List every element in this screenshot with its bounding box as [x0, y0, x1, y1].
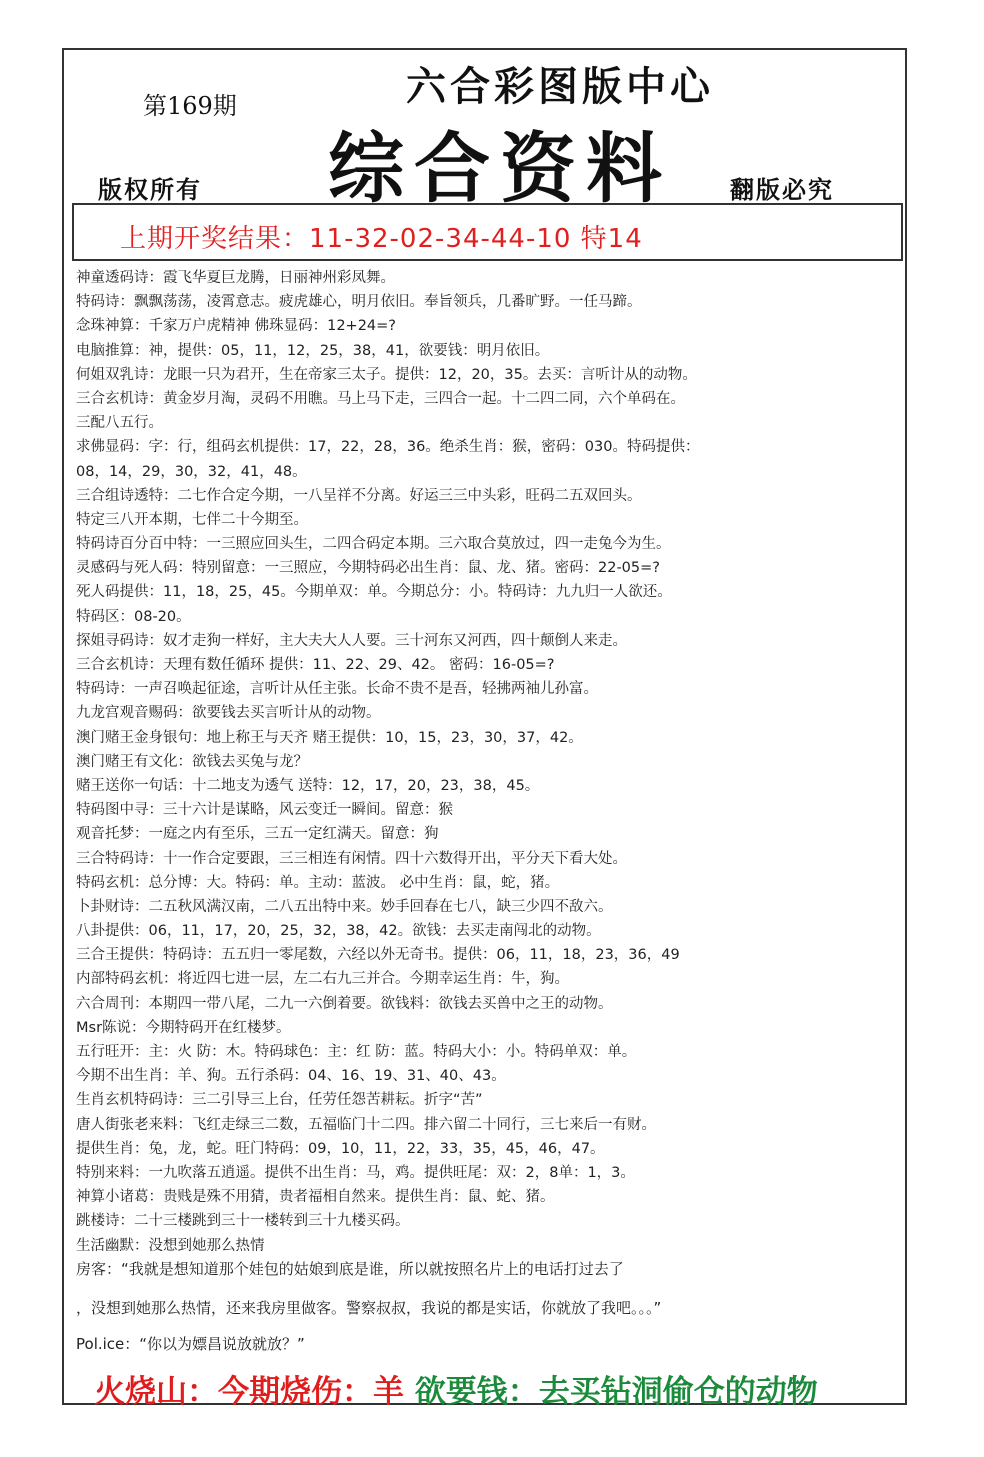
content-lines [76, 266, 904, 1258]
content-line: 神童透码诗：霞飞华夏巨龙腾，日丽神州彩凤舞。 [76, 270, 395, 286]
content-line: 特码玄机：总分博：大。特码：单。主动：蓝波。 必中生肖：鼠，蛇，猪。 [76, 874, 560, 891]
content-line: 探姐寻码诗：奴才走狗一样好，主大夫大人人要。三十河东又河西，四十颠倒人来走。 [76, 632, 627, 649]
issue-number: 第169期 [143, 92, 237, 120]
content-line: 观音托梦：一庭之内有至乐，三五一定红满天。留意：狗 [76, 826, 439, 843]
content-line: 三合特码诗：十一作合定要跟，三三相连有闲情。四十六数得开出，平分天下看大处。 [76, 850, 627, 867]
content-line: 卜卦财诗：二五秋风满汉南，二八五出特中来。妙手回春在七八，缺三少四不敌六。 [76, 898, 613, 915]
content-line: 三合组诗透特：二七作合定今期，一八呈祥不分离。好运三三中头彩，旺码二五双回头。 [76, 487, 642, 504]
content-line: 三合玄机诗：黄金岁月淘，灵码不用瞧。马上马下走，三四合一起。十二四二同，六个单码在。 [76, 390, 685, 407]
content-line: 特码诗：一声召唤起征途，言听计从任主张。长命不贵不是吾，轻拂两袖儿孙富。 [76, 681, 598, 698]
footer-red-text: 火烧山：今期烧伤：羊 [94, 1374, 404, 1410]
content-line: 内部特码玄机：将近四七进一层，左二右九三并合。今期幸运生肖：牛，狗。 [76, 971, 569, 988]
content-line: 八卦提供：06，11，17，20，25，32，38，42。欲钱：去买走南闯北的动物。 [76, 923, 601, 940]
content-line: 五行旺开：主：火 防：木。特码球色：主：红 防：蓝。特码大小：小。特码单双：单。 [76, 1044, 637, 1060]
content-line: 生活幽默：没想到她那么热情 [76, 1237, 265, 1254]
piracy-label: 翻版必究 [730, 175, 834, 204]
content-line: Msr陈说：今期特码开在红楼梦。 [76, 1019, 291, 1036]
copyright-label: 版权所有 [98, 175, 202, 204]
content-line: 何姐双乳诗：龙眼一只为君开，生在帝家三太子。提供：12，20，35。去买：言听计从的动物。 [76, 366, 697, 383]
last-result: 上期开奖结果：11-32-02-34-44-10 特14 [120, 224, 643, 254]
big-title: 综合资料 [328, 124, 672, 213]
story-line-1: 房客：“我就是想知道那个娃包的姑娘到底是谁，所以就按照名片上的电话打过去了 [76, 1260, 624, 1278]
content-line: 三合王提供：特码诗：五五归一零尾数，六经以外无奇书。提供：06，11，18，23，36，49 [76, 947, 680, 964]
content-line: 澳门赌王金身银句：地上称王与天齐 赌王提供：10，15，23，30，37，42。 [76, 729, 583, 746]
story-line-3: Pol.ice：“你以为嫖昌说放就放？” [76, 1335, 305, 1353]
content-line: 三合玄机诗：天理有数任循环 提供：11、22、29、42。 密码：16-05=? [76, 657, 555, 673]
content-line: 特码区：08-20。 [76, 608, 191, 625]
content-line: 求佛显码：字：行，组码玄机提供：17，22，28，36。绝杀生肖：猴，密码：030。特码提供： [76, 439, 700, 456]
content-line: 念珠神算：千家万户虎精神 佛珠显码：12+24=? [76, 318, 397, 335]
footer-banner [94, 1366, 818, 1411]
content-line: 九龙宫观音赐码：欲要钱去买言听计从的动物。 [76, 705, 381, 722]
content-line: 提供生肖：兔，龙，蛇。旺门特码：09，10，11，22，33，35，45，46，47。 [76, 1140, 605, 1157]
footer-green-text: 欲要钱：去买钻洞偷仓的动物 [414, 1374, 818, 1410]
content-line: 灵感码与死人码：特别留意：一三照应，今期特码必出生肖：鼠、龙、猪。密码：22-05=? [76, 560, 660, 577]
center-title: 六合彩图版中心 [406, 63, 714, 110]
story-line-2: ，没想到她那么热情，还来我房里做客。警察叔叔，我说的都是实话，你就放了我吧。。。” [76, 1299, 662, 1317]
content-line: 六合周刊：本期四一带八尾，二九一六倒着要。欲钱料：欲钱去买兽中之王的动物。 [76, 995, 613, 1012]
content-line: 电脑推算：神，提供：05，11，12，25，38，41，欲要钱：明月依旧。 [76, 342, 550, 359]
content-line: 赌王送你一句话：十二地支为透气 送特：12，17，20，23，38，45。 [76, 777, 540, 794]
content-line: 生肖玄机特码诗：三二引导三上台，任劳任怨苦耕耘。折字“苦” [76, 1092, 483, 1109]
content-line: 特定三八开本期，七伴二十今期至。 [76, 511, 308, 528]
content-line: 特码图中寻：三十六计是谋略，风云变迁一瞬间。留意：猴 [76, 802, 453, 819]
content-line: 唐人街张老来料：飞红走绿三二数，五福临门十二四。排六留二十同行，三七来后一有财。 [76, 1116, 656, 1133]
content-line: 特码诗百分百中特：一三照应回头生，二四合码定本期。三六取合莫放过，四一走兔今为生。 [76, 536, 671, 553]
content-line: 特码诗：飘飘荡荡，凌霄意志。疲虎雄心，明月依旧。奉旨领兵，几番旷野。一任马蹄。 [76, 294, 642, 311]
content-line: 特别来料：一九吹落五逍遥。提供不出生肖：马，鸡。提供旺尾：双：2，8单：1，3。 [76, 1164, 635, 1181]
content-line: 三配八五行。 [76, 415, 163, 432]
content-line: 澳门赌王有文化：欲钱去买兔与龙？ [76, 753, 308, 770]
content-line: 神算小诸葛：贵贱是殊不用猜，贵者福相自然来。提供生肖：鼠、蛇、猪。 [76, 1189, 555, 1206]
content-line: 今期不出生肖：羊、狗。五行杀码：04、16、19、31、40、43。 [76, 1068, 506, 1085]
content-line: 08，14，29，30，32，41，48。 [76, 463, 307, 480]
content-line: 死人码提供：11，18，25，45。今期单双：单。今期总分：小。特码诗：九九归一人欲还。 [76, 584, 672, 601]
content-line: 跳楼诗：二十三楼跳到三十一楼转到三十九楼买码。 [76, 1213, 410, 1230]
